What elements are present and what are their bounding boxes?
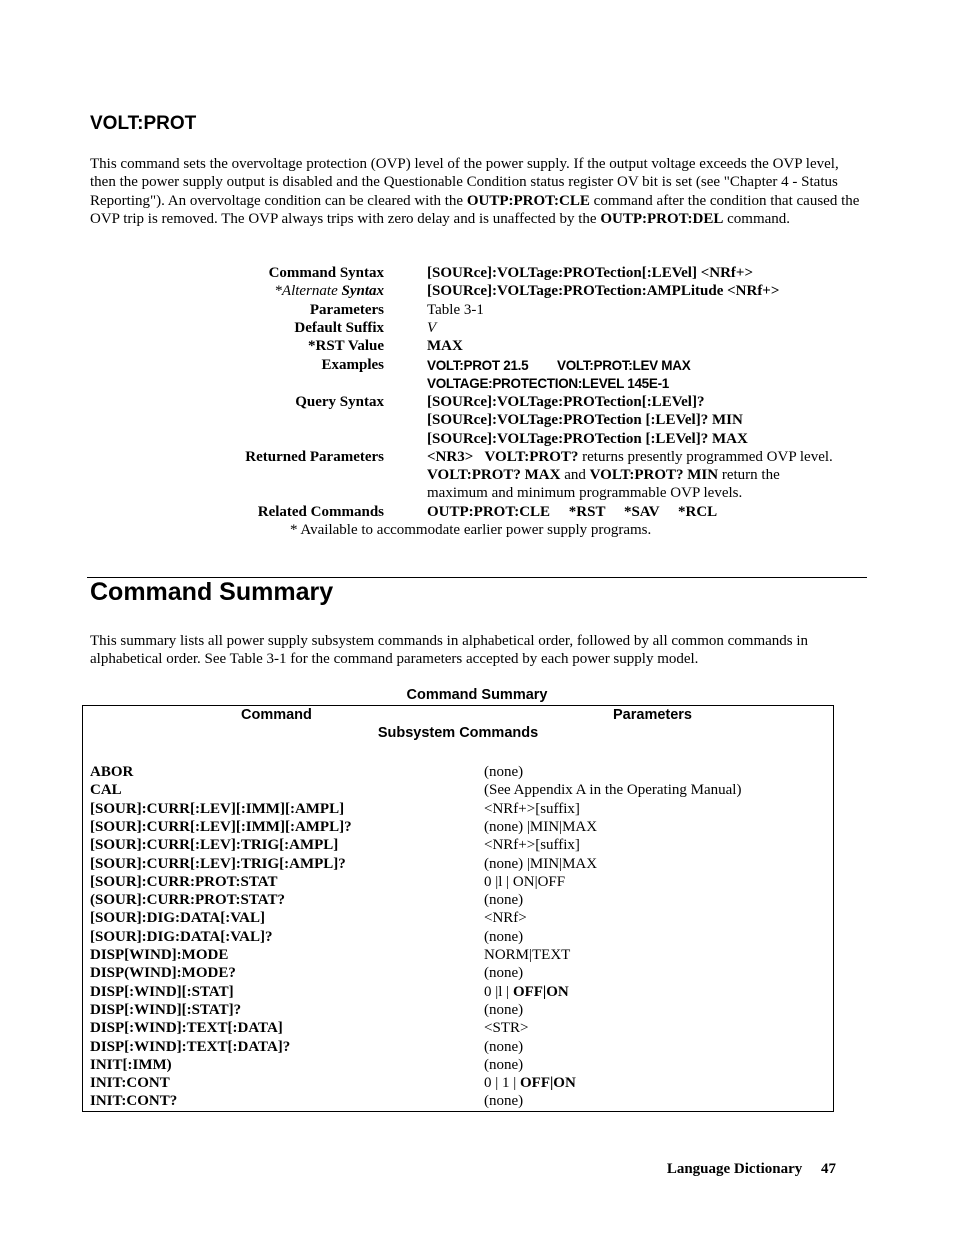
default-suffix-value: V xyxy=(427,319,437,336)
parameters-cell xyxy=(484,1001,523,1019)
example-3: VOLTAGE:PROTECTION:LEVEL 145E-1 xyxy=(427,375,669,391)
command-cell: INIT:CONT? xyxy=(90,1093,178,1110)
intro-part: This command sets the overvoltage protection (OVP) level of the power supply. If the output voltage exceeds the OVP level, then the power supply output is disabled and the Questionable Condition status register OV bit is set (see "Chapter 4 - Status Reporting"). An overvoltage condition can be cleared with the xyxy=(90,156,839,209)
returned-text-1: returns presently programmed OVP level. xyxy=(578,448,833,465)
command-cell: INIT:CONT xyxy=(90,1075,170,1092)
returned-nr3: <NR3> xyxy=(427,448,474,465)
parameters-cell xyxy=(484,1019,528,1037)
command-syntax-label: Command Syntax xyxy=(268,265,384,281)
command-cell: (SOUR]:CURR:PROT:STAT? xyxy=(90,892,285,909)
returned-and: and xyxy=(560,467,590,484)
section-heading: VOLT:PROT xyxy=(90,113,197,134)
parameters-text: 0 |l | xyxy=(484,983,513,1000)
table-row xyxy=(83,763,833,781)
command-cell: [SOUR]:CURR[:LEV][:IMM][:AMPL]? xyxy=(90,818,352,835)
alternate-syntax-label-a: *Alternate xyxy=(274,283,338,300)
subsection-heading: Subsystem Commands xyxy=(377,725,539,741)
query-syntax-1: [SOURce]:VOLTage:PROTection[:LEVel]? xyxy=(427,393,705,410)
alternate-syntax-label xyxy=(274,282,384,300)
parameters-text: (none) |MIN|MAX xyxy=(484,818,598,835)
parameters-text: (none) xyxy=(484,1056,524,1073)
parameters-value: Table 3-1 xyxy=(427,301,484,318)
parameters-cell xyxy=(484,873,565,891)
parameters-cell xyxy=(484,891,523,909)
table-row xyxy=(83,855,833,873)
command-cell: DISP[:WIND]:TEXT[:DATA] xyxy=(90,1020,283,1037)
parameters-cell xyxy=(484,763,523,781)
table-row xyxy=(83,983,833,1001)
default-suffix-label: Default Suffix xyxy=(294,319,384,336)
summary-intro-paragraph: This summary lists all power supply subsystem commands in alphabetical order, followed by all common commands in alphabetical order. See Table 3-1 for the command parameters accepted by each power supply model. xyxy=(90,633,809,668)
table-row xyxy=(83,946,833,964)
parameters-text: (none) |MIN|MAX xyxy=(484,855,598,872)
parameters-text: (none) xyxy=(484,1093,524,1110)
command-cell: [SOUR]:DIG:DATA[:VAL]? xyxy=(90,928,273,945)
command-cell: [SOUR]:DIG:DATA[:VAL] xyxy=(90,910,265,927)
table-caption: Command Summary xyxy=(406,687,548,703)
table-row xyxy=(83,836,833,854)
command-cell: DISP(WIND]:MODE? xyxy=(90,965,236,982)
parameters-text: <NRf> xyxy=(484,910,527,927)
parameters-cell xyxy=(484,781,741,799)
parameters-text: (none) xyxy=(484,764,524,780)
parameters-text: <NRf+>[suffix] xyxy=(484,837,580,854)
intro-part: OUTP:PROT:DEL xyxy=(600,211,724,228)
footer-title: Language Dictionary xyxy=(666,1161,803,1177)
column-header-command: Command xyxy=(241,707,312,723)
table-row xyxy=(83,964,833,982)
parameters-cell xyxy=(484,1092,523,1110)
related-commands-value: OUTP:PROT:CLE *RST *SAV *RCL xyxy=(427,503,718,520)
table-row xyxy=(83,1038,833,1056)
parameters-text: (See Appendix A in the Operating Manual) xyxy=(484,782,742,799)
alternate-syntax-label-b: Syntax xyxy=(341,283,384,300)
parameters-text: NORM|TEXT xyxy=(484,947,571,963)
parameters-cell xyxy=(484,909,527,927)
returned-max: VOLT:PROT? MAX xyxy=(427,467,561,484)
table-row xyxy=(83,928,833,946)
returned-parameters-label: Returned Parameters xyxy=(245,448,384,465)
command-cell: INIT[:IMM) xyxy=(90,1056,172,1073)
rst-value: MAX xyxy=(427,338,463,355)
intro-part: OUTP:PROT:CLE xyxy=(466,192,590,209)
examples-label: Examples xyxy=(321,356,384,373)
parameters-text: (none) xyxy=(484,892,524,909)
parameters-cell xyxy=(484,836,580,854)
command-cell: [SOUR]:CURR[:LEV]:TRIG[:AMPL] xyxy=(90,837,339,854)
intro-part: command. xyxy=(723,211,791,228)
footnote: * Available to accommodate earlier power supply programs. xyxy=(290,522,652,538)
returned-min: VOLT:PROT? MIN xyxy=(589,467,719,484)
table-row xyxy=(83,873,833,891)
parameters-text: (none) xyxy=(484,928,524,945)
parameters-bold-text: OFF|ON xyxy=(520,1075,576,1092)
summary-heading: Command Summary xyxy=(90,578,334,606)
command-cell: [SOUR]:CURR[:LEV][:IMM][:AMPL] xyxy=(90,800,345,817)
parameters-cell xyxy=(484,983,569,1001)
returned-parameters-line-2 xyxy=(427,466,780,484)
parameters-cell xyxy=(484,1038,523,1056)
parameters-cell xyxy=(484,1074,576,1092)
parameters-cell xyxy=(484,800,580,818)
parameters-label: Parameters xyxy=(309,301,384,318)
command-cell: CAL xyxy=(90,782,122,799)
parameters-text: (none) xyxy=(484,1001,524,1018)
rst-value-label: *RST Value xyxy=(307,338,384,355)
parameters-text: (none) xyxy=(484,965,524,982)
command-cell: DISP[:WIND]:TEXT[:DATA]? xyxy=(90,1038,291,1055)
returned-parameters-line-3: maximum and minimum programmable OVP levels. xyxy=(427,485,743,502)
page-footer xyxy=(667,1161,836,1178)
command-cell: [SOUR]:CURR[:LEV]:TRIG[:AMPL]? xyxy=(90,855,346,872)
table-row xyxy=(83,818,833,836)
parameters-bold-text: OFF|ON xyxy=(512,983,569,1000)
parameters-text: <STR> xyxy=(484,1020,529,1037)
table-row xyxy=(83,891,833,909)
returned-query: VOLT:PROT? xyxy=(484,448,579,465)
table-row xyxy=(83,781,833,799)
table-row xyxy=(83,1019,833,1037)
parameters-cell xyxy=(484,946,570,964)
table-row xyxy=(83,1001,833,1019)
page-number: 47 xyxy=(821,1161,836,1177)
section-intro-paragraph xyxy=(90,155,866,229)
parameters-cell xyxy=(484,928,523,946)
command-cell: ABOR xyxy=(90,764,134,780)
returned-text-2: return the xyxy=(718,467,780,484)
parameters-text: <NRf+>[suffix] xyxy=(484,800,580,817)
alternate-syntax-value: [SOURce]:VOLTage:PROTection:AMPLitude <NRf+> xyxy=(427,283,780,300)
intro-part: command after the condition that caused the OVP trip is removed. The OVP always trips with zero delay and is unaffected by the xyxy=(90,192,860,228)
column-header-parameters: Parameters xyxy=(613,707,692,723)
parameters-text: 0 | 1 | xyxy=(484,1075,521,1092)
parameters-cell xyxy=(484,1056,523,1074)
table-row xyxy=(83,800,833,818)
query-syntax-label: Query Syntax xyxy=(295,393,384,410)
table-row xyxy=(83,1056,833,1074)
table-row xyxy=(83,1092,833,1110)
returned-parameters-line-1 xyxy=(427,448,833,466)
parameters-cell xyxy=(484,964,523,982)
command-cell: DISP[:WIND][:STAT]? xyxy=(90,1001,242,1018)
example-1: VOLT:PROT 21.5 xyxy=(427,357,529,373)
command-cell: [SOUR]:CURR:PROT:STAT xyxy=(90,873,278,890)
table-row xyxy=(83,1074,833,1092)
command-cell: DISP[WIND]:MODE xyxy=(90,947,229,963)
parameters-cell xyxy=(484,855,597,873)
parameters-cell xyxy=(484,818,597,836)
command-summary-table xyxy=(82,705,834,1112)
example-2: VOLT:PROT:LEV MAX xyxy=(557,357,691,373)
query-syntax-2: [SOURce]:VOLTage:PROTection [:LEVel]? MIN xyxy=(427,412,743,429)
parameters-text: 0 |l | ON|OFF xyxy=(484,873,566,890)
command-syntax-value: [SOURce]:VOLTage:PROTection[:LEVel] <NRf+> xyxy=(427,265,754,281)
related-commands-label: Related Commands xyxy=(257,503,384,520)
command-cell: DISP[:WIND][:STAT] xyxy=(90,983,234,1000)
query-syntax-3: [SOURce]:VOLTage:PROTection [:LEVel]? MAX xyxy=(427,430,748,447)
parameters-text: (none) xyxy=(484,1038,524,1055)
table-row xyxy=(83,909,833,927)
